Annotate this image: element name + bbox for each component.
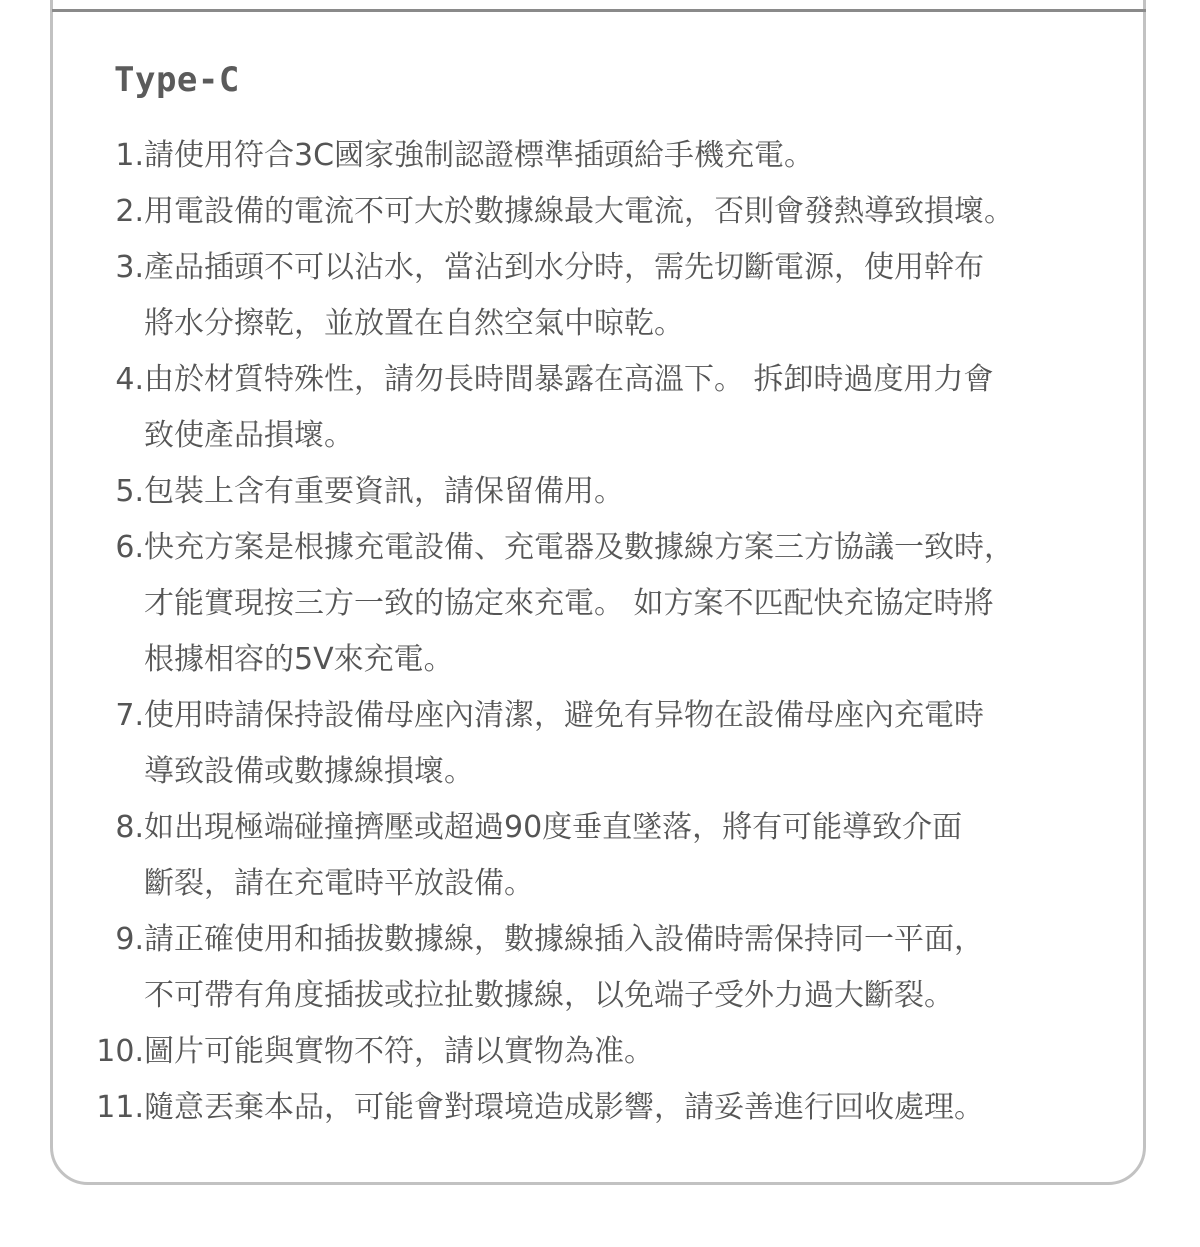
item-line: 斷裂，請在充電時平放設備。 xyxy=(144,866,534,901)
item-line: 導致設備或數據線損壞。 xyxy=(144,754,474,789)
item-number: 8. xyxy=(115,810,144,845)
item-line: 使用時請保持設備母座內清潔，避免有异物在設備母座內充電時 xyxy=(144,698,984,733)
item-line: 才能實現按三方一致的協定來充電。 如方案不匹配快充協定時將 xyxy=(144,586,994,621)
item-text xyxy=(144,184,1104,240)
item-text xyxy=(144,464,1104,520)
item-text xyxy=(144,520,1104,688)
instruction-list xyxy=(0,128,1200,1136)
item-text xyxy=(144,912,1104,1024)
item-line: 請正確使用和插拔數據線，數據線插入設備時需保持同一平面， xyxy=(144,922,984,957)
list-item xyxy=(0,688,1200,800)
item-text xyxy=(144,1080,1104,1136)
list-item xyxy=(0,520,1200,688)
item-number: 4. xyxy=(115,362,144,397)
list-item xyxy=(0,240,1200,352)
item-line: 如出現極端碰撞擠壓或超過90度垂直墜落，將有可能導致介面 xyxy=(144,810,963,845)
item-number: 10. xyxy=(96,1034,144,1069)
item-line: 將水分擦乾，並放置在自然空氣中晾乾。 xyxy=(144,306,684,341)
item-line: 請使用符合3C國家強制認證標準插頭給手機充電。 xyxy=(144,138,815,173)
item-line: 根據相容的5V來充電。 xyxy=(144,642,454,677)
list-item xyxy=(0,800,1200,912)
item-line: 不可帶有角度插拔或拉扯數據線，以免端子受外力過大斷裂。 xyxy=(144,978,954,1013)
item-text xyxy=(144,688,1104,800)
item-number: 7. xyxy=(115,698,144,733)
item-number: 9. xyxy=(115,922,144,957)
list-item xyxy=(0,128,1200,184)
item-number: 5. xyxy=(115,474,144,509)
item-line: 致使產品損壞。 xyxy=(144,418,354,453)
section-title: Type-C xyxy=(114,60,240,100)
item-line: 圖片可能與實物不符，請以實物為准。 xyxy=(144,1034,654,1069)
item-number: 1. xyxy=(115,138,144,173)
item-line: 用電設備的電流不可大於數據線最大電流，否則會發熱導致損壞。 xyxy=(144,194,1014,229)
item-line: 由於材質特殊性，請勿長時間暴露在高溫下。 拆卸時過度用力會 xyxy=(144,362,994,397)
item-text xyxy=(144,128,1104,184)
item-line: 包裝上含有重要資訊，請保留備用。 xyxy=(144,474,624,509)
item-number: 2. xyxy=(115,194,144,229)
item-line: 快充方案是根據充電設備、充電器及數據線方案三方協議一致時， xyxy=(144,530,1014,565)
item-text xyxy=(144,800,1104,912)
item-text xyxy=(144,240,1104,352)
item-number: 3. xyxy=(115,250,144,285)
item-line: 隨意丟棄本品，可能會對環境造成影響，請妥善進行回收處理。 xyxy=(144,1090,984,1125)
list-item xyxy=(0,352,1200,464)
item-line: 產品插頭不可以沾水，當沾到水分時，需先切斷電源，使用幹布 xyxy=(144,250,984,285)
item-number: 6. xyxy=(115,530,144,565)
top-divider xyxy=(52,9,1146,12)
item-text xyxy=(144,1024,1104,1080)
list-item xyxy=(0,464,1200,520)
item-text xyxy=(144,352,1104,464)
list-item xyxy=(0,184,1200,240)
list-item xyxy=(0,1080,1200,1136)
item-number: 11. xyxy=(96,1090,144,1125)
list-item xyxy=(0,1024,1200,1080)
list-item xyxy=(0,912,1200,1024)
